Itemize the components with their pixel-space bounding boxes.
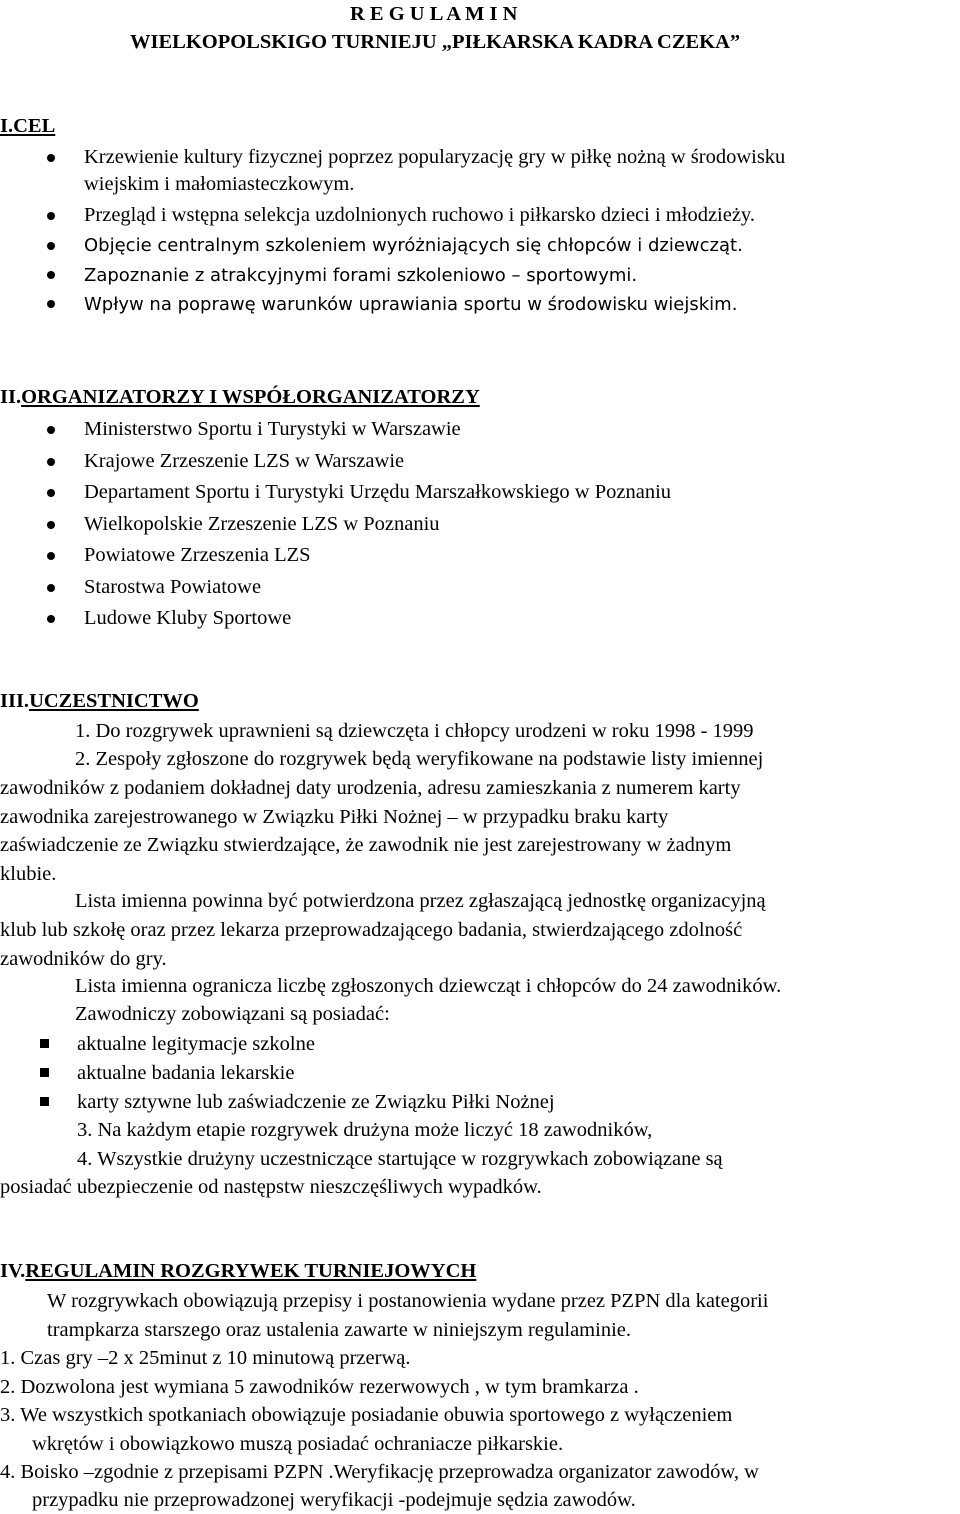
bullet-dot (47, 426, 55, 434)
paragraph-line: zaświadczenie ze Związku stwierdzające, że zawodnik nie jest zarejestrowany w żadnym (0, 834, 732, 856)
paragraph-line: W rozgrywkach obowiązują przepisy i postanowienia wydane przez PZPN dla kategorii (47, 1290, 769, 1312)
section-title: REGULAMIN ROZGRYWEK TURNIEJOWYCH (25, 1260, 477, 1282)
requirement-item: aktualne badania lekarskie (77, 1062, 295, 1084)
rule-item: 1. Czas gry –2 x 25minut z 10 minutową przerwą. (0, 1347, 411, 1369)
bullet-dot (47, 615, 55, 623)
document-subtitle: WIELKOPOLSKIGO TURNIEJU „PIŁKARSKA KADRA CZEKA” (130, 31, 741, 53)
rule-item: 2. Dozwolona jest wymiana 5 zawodników rezerwowych , w tym bramkarza . (0, 1376, 639, 1398)
paragraph-line: Lista imienna powinna być potwierdzona przez zgłaszającą jednostkę organizacyjną (75, 890, 766, 912)
list-item: Zapoznanie z atrakcyjnymi forami szkoleniowo – sportowymi. (84, 265, 638, 286)
paragraph-line: posiadać ubezpieczenie od następstw nieszczęśliwych wypadków. (0, 1176, 542, 1198)
list-item: Ministerstwo Sportu i Turystyki w Warszawie (84, 418, 461, 440)
list-item: Krzewienie kultury fizycznej poprzez popularyzację gry w piłkę nożną w środowisku (84, 146, 786, 168)
list-item: Departament Sportu i Turystyki Urzędu Marszałkowskiego w Poznaniu (84, 481, 672, 503)
paragraph-line: 3. Na każdym etapie rozgrywek drużyna może liczyć 18 zawodników, (77, 1119, 653, 1141)
rule-item-continuation: wkrętów i obowiązkowo muszą posiadać ochraniacze piłkarskie. (32, 1433, 564, 1455)
list-item: Ludowe Kluby Sportowe (84, 607, 292, 629)
requirement-item: karty sztywne lub zaświadczenie ze Związku Piłki Nożnej (77, 1091, 555, 1113)
square-bullet-icon (40, 1068, 49, 1077)
square-bullet-icon (40, 1097, 49, 1106)
bullet-dot (47, 271, 55, 279)
section-heading-uczestnictwo (0, 691, 199, 712)
list-item: Starostwa Powiatowe (84, 576, 262, 598)
section-number: II. (0, 386, 22, 408)
bullet-dot (47, 458, 55, 466)
paragraph-line: zawodników do gry. (0, 948, 167, 970)
section-number: IV. (0, 1260, 26, 1282)
list-item: Objęcie centralnym szkoleniem wyróżniających się chłopców i dziewcząt. (84, 235, 743, 256)
section-heading-cel: I.CEL (0, 115, 56, 137)
bullet-dot (47, 521, 55, 529)
rule-item-continuation: przypadku nie przeprowadzonej weryfikacji -podejmuje sędzia zawodów. (32, 1489, 636, 1511)
bullet-dot (47, 489, 55, 497)
document-title: R E G U L A M I N (350, 3, 518, 25)
rule-item: 3. We wszystkich spotkaniach obowiązuje posiadanie obuwia sportowego z wyłączeniem (0, 1404, 733, 1426)
paragraph-line: Lista imienna ogranicza liczbę zgłoszonych dziewcząt i chłopców do 24 zawodników. (75, 975, 782, 997)
paragraph-line: klubie. (0, 863, 57, 885)
paragraph-line: 1. Do rozgrywek uprawnieni są dziewczęta i chłopcy urodzeni w roku 1998 - 1999 (75, 720, 754, 742)
section-title: UCZESTNICTWO (29, 690, 199, 712)
paragraph-line: zawodników z podaniem dokładnej daty urodzenia, adresu zamieszkania z numerem karty (0, 777, 741, 799)
paragraph-line: 4. Wszystkie drużyny uczestniczące startujące w rozgrywkach zobowiązane są (77, 1148, 723, 1170)
paragraph-line: Zawodniczy zobowiązani są posiadać: (75, 1003, 390, 1025)
section-number: III. (0, 690, 30, 712)
bullet-dot (47, 584, 55, 592)
requirement-item: aktualne legitymacje szkolne (77, 1033, 315, 1055)
section-title: ORGANIZATORZY I WSPÓŁORGANIZATORZY (21, 386, 480, 408)
list-item: Powiatowe Zrzeszenia LZS (84, 544, 311, 566)
list-item-continuation: wiejskim i małomiasteczkowym. (84, 173, 355, 195)
bullet-dot (47, 552, 55, 560)
section-heading-regulamin (0, 1261, 476, 1282)
bullet-dot (47, 242, 55, 250)
paragraph-line: klub lub szkołę oraz przez lekarza przeprowadzającego badania, stwierdzającego zdolność (0, 919, 743, 941)
bullet-dot (47, 300, 55, 308)
bullet-dot (47, 212, 55, 220)
list-item: Krajowe Zrzeszenie LZS w Warszawie (84, 450, 405, 472)
section-heading-organizatorzy (0, 387, 480, 408)
paragraph-line: 2. Zespoły zgłoszone do rozgrywek będą weryfikowane na podstawie listy imiennej (75, 748, 764, 770)
bullet-dot (47, 154, 55, 162)
paragraph-line: zawodnika zarejestrowanego w Związku Piłki Nożnej – w przypadku braku karty (0, 806, 669, 828)
rule-item: 4. Boisko –zgodnie z przepisami PZPN .Weryfikację przeprowadza organizator zawodów, w (0, 1461, 759, 1483)
list-item: Wielkopolskie Zrzeszenie LZS w Poznaniu (84, 513, 440, 535)
list-item: Wpływ na poprawę warunków uprawiania sportu w środowisku wiejskim. (84, 294, 738, 315)
square-bullet-icon (40, 1039, 49, 1048)
paragraph-line: trampkarza starszego oraz ustalenia zawarte w niniejszym regulaminie. (47, 1319, 631, 1341)
list-item: Przegląd i wstępna selekcja uzdolnionych ruchowo i piłkarsko dzieci i młodzieży. (84, 204, 755, 226)
